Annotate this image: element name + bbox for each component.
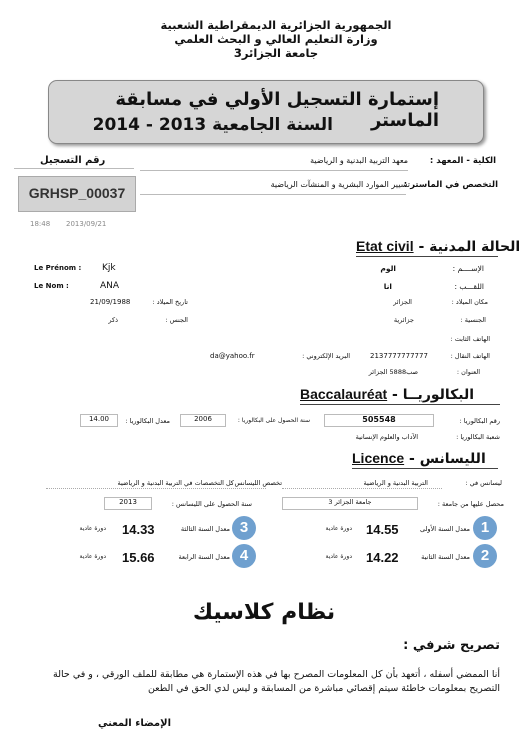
licence-year-value: 2013 — [119, 498, 137, 506]
bac-branch-label: شعبة البكالوريا : — [456, 433, 500, 441]
phone-mobile-value: 2137777777777 — [370, 352, 428, 360]
bac-year-field — [180, 414, 226, 427]
laqab-value: انا — [383, 282, 392, 291]
email-label: البريد الإلكتروني : — [302, 352, 350, 360]
year-4-session: دورة عادية — [79, 553, 106, 560]
registration-code: GRHSP_00037 — [28, 185, 126, 201]
year-1-session: دورة عادية — [325, 525, 352, 532]
year-1-avg: 14.55 — [366, 522, 399, 537]
year-4-label: معدل السنة الرابعة — [178, 553, 230, 561]
gender-label: الجنس : — [165, 316, 188, 324]
bac-year-label: سنة الحصول على البكالوريا : — [237, 417, 310, 424]
licence-univ-label: محصل عليها من جامعة : — [437, 500, 504, 508]
address-value: صب5888 الجزائر — [368, 368, 418, 376]
registration-time: 18:48 — [30, 220, 51, 228]
licence-year-label: سنة الحصول على الليسانس : — [171, 500, 252, 508]
header-line-3: جامعة الجزائر3 — [233, 46, 319, 60]
bac-number-field — [324, 414, 434, 427]
phone-mobile-label: الهاتف النقال : — [450, 352, 490, 360]
licence-domain-value: التربية البدنية و الرياضية — [363, 479, 428, 487]
licence-year-field — [104, 497, 152, 510]
signature-label: الإمضاء المعني — [98, 718, 171, 729]
phone-fixed-label: الهاتف الثابت : — [450, 335, 490, 343]
academic-year: السنة الجامعية 2013 - 2014 — [92, 115, 333, 135]
year-3-session: دورة عادية — [79, 525, 106, 532]
ism-label: الإســــم : — [452, 264, 484, 273]
birthdate-label: تاريخ الميلاد : — [152, 298, 188, 306]
bac-branch-value: الآداب والعلوم الإنسانية — [355, 433, 418, 441]
etat-civil-title: Etat civil - الحالة المدنية — [356, 238, 521, 255]
address-label: العنوان : — [456, 368, 480, 376]
header-line-2: وزارة التعليم العالي و البحث العلمي — [174, 32, 378, 46]
birthdate-value: 21/09/1988 — [90, 298, 131, 306]
birthplace-value: الجزائر — [393, 298, 412, 306]
licence-spec-value: كل التخصصات في التربية البدنية و الرياضية — [117, 479, 234, 487]
declaration-title: تصريح شرفي : — [403, 638, 500, 653]
licence-univ-value: جامعة الجزائر 3 — [328, 498, 372, 506]
bac-year-value: 2006 — [194, 415, 212, 423]
bac-avg-field — [80, 414, 118, 427]
licence-univ-field — [282, 497, 418, 510]
year-2-avg: 14.22 — [366, 550, 399, 565]
bac-avg-label: معدل البكالوريا : — [125, 417, 170, 425]
bac-number-label: رقم البكالوريا : — [459, 417, 500, 425]
licence-title: Licence - الليسانس — [352, 450, 486, 467]
gender-value: ذكر — [108, 316, 118, 324]
year-1-label: معدل السنة الأولى — [420, 525, 470, 533]
faculty-value: معهد التربية البدنية و الرياضية — [310, 156, 408, 165]
year-3-avg: 14.33 — [122, 522, 155, 537]
year-4-avg: 15.66 — [122, 550, 155, 565]
registration-date: 2013/09/21 — [66, 220, 107, 228]
bac-number-value: 505548 — [362, 415, 396, 424]
year-2-badge: 2 — [473, 544, 497, 568]
year-3-label: معدل السنة الثالثة — [180, 525, 230, 533]
licence-spec-label: تخصص الليسانس : — [230, 479, 282, 487]
system-title: نظام كلاسيك — [192, 600, 336, 625]
nom-fr-value: ANA — [100, 281, 120, 291]
master-spec-label: التخصص في الماستر : — [403, 180, 498, 190]
master-spec-value: تسيير الموارد البشرية و المنشآت الرياضية — [270, 180, 410, 189]
prenom-fr-label: Le Prénom : — [34, 264, 82, 272]
faculty-label: الكلية - المعهد : — [429, 156, 496, 166]
title-box — [48, 80, 484, 144]
bac-title: Baccalauréat - البكالوريــا — [300, 386, 475, 403]
birthplace-label: مكان الميلاد : — [451, 298, 488, 306]
form-title: إستمارة التسجيل الأولي في مسابقة الماستر — [115, 89, 439, 131]
prenom-fr-value: Kjk — [102, 263, 116, 273]
laqab-label: اللقـــب : — [454, 282, 484, 291]
nom-fr-label: Le Nom : — [34, 282, 69, 290]
nationality-value: جزائرية — [393, 316, 414, 324]
declaration-text: أنا الممضي أسفله ، أتعهد بأن كل المعلومات المصرح بها في هذه الإستمارة هي مطابقة للملف الورقي ، و في حالة التصريح بمعلومات خاطئة سيتم إقصائي مباشرة من المسابقة و ليس لدي الحق في الطعن — [53, 669, 500, 694]
year-4-badge: 4 — [232, 544, 256, 568]
year-2-session: دورة عادية — [325, 553, 352, 560]
email-value: da@yahoo.fr — [210, 352, 255, 360]
registration-label: رقم التسجيل — [40, 155, 106, 166]
header-line-1: الجمهورية الجزائرية الديمقراطية الشعبية — [160, 18, 392, 32]
bac-avg-value: 14.00 — [88, 415, 110, 423]
year-1-badge: 1 — [473, 516, 497, 540]
ism-value: الوم — [380, 264, 396, 273]
year-2-label: معدل السنة الثانية — [421, 553, 470, 561]
licence-domain-label: ليسانس في : — [465, 479, 502, 487]
nationality-label: الجنسية : — [460, 316, 486, 324]
registration-code-box — [18, 176, 136, 212]
year-3-badge: 3 — [232, 516, 256, 540]
